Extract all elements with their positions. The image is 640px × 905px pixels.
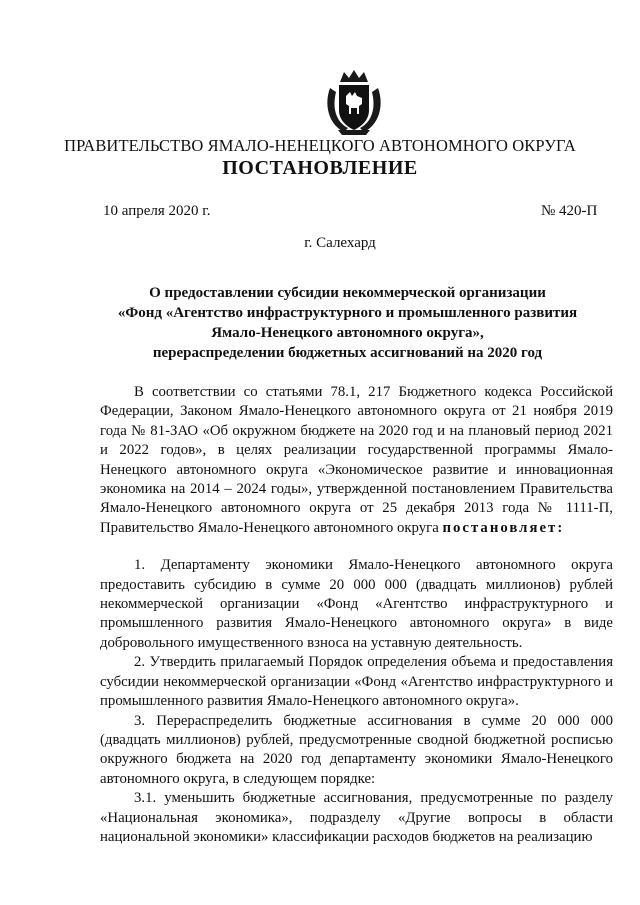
item-paragraph: 2. Утвердить прилагаемый Порядок определения объема и предоставления субсидии некоммерческой организации «Фонд «Агентство инфраструктурного и промышленного развития Ямало-Ненецкого автономного округа». (100, 654, 613, 710)
document-body (100, 383, 613, 847)
item-paragraph: 1. Департаменту экономики Ямало-Ненецкого автономного округа предоставить субсидию в сумме 20 000 000 (двадцать миллионов) рублей некоммерческой организации «Фонд «Агентство инфраструктурного и промышленного развития Ямало-Ненецкого автономного округа» в виде добровольного имущественного взноса на уставную деятельность. (100, 557, 613, 651)
subject-line: Ямало-Ненецкого автономного округа», (211, 325, 484, 341)
resolves-word: постановляет: (442, 519, 565, 536)
subject-line: О предоставлении субсидии некоммерческой организации (149, 285, 546, 301)
preamble-text: В соответствии со статьями 78.1, 217 Бюджетного кодекса Российской Федерации, Законом Ямало-Ненецкого автономного округа от 21 ноября 2019 года № 81-ЗАО «Об окружном бюджете на 2020 год и на плановый период 2021 и 2022 годов», в целях реализации государственной программы Ямало-Ненецкого автономного округа «Экономическое развитие и инновационная экономика на 2014 – 2024 годы», утвержденной постановлением Правительства Ямало-Ненецкого автономного округа от 25 декабря 2013 года № 1111-П, Правительство Ямало-Ненецкого автономного округа (100, 384, 613, 536)
item-paragraph: 3.1. уменьшить бюджетные ассигнования, предусмотренные по разделу «Национальная экономика», подразделу «Другие вопросы в области национальной экономики» классификации расходов бюджетов на реализацию (100, 790, 613, 845)
item-paragraph: 3. Перераспределить бюджетные ассигнования в сумме 20 000 000 (двадцать миллионов) рублей, предусмотренные сводной бюджетной росписью окружного бюджета на 2020 год департаменту экономики Ямало-Ненецкого автономного округа, в следующем порядке: (100, 712, 613, 787)
subject-line: «Фонд «Агентство инфраструктурного и промышленного развития (117, 305, 578, 321)
document-city: г. Салехард (304, 235, 376, 251)
document-date: 10 апреля 2020 г. (103, 203, 211, 219)
document-type-title: ПОСТАНОВЛЕНИЕ (222, 157, 418, 179)
document-subject (100, 283, 595, 363)
coat-of-arms-icon (322, 68, 386, 138)
subject-line: перераспределении бюджетных ассигнований на 2020 год (152, 345, 543, 361)
government-name: ПРАВИТЕЛЬСТВО ЯМАЛО-НЕНЕЦКОГО АВТОНОМНОГО ОКРУГА (64, 136, 576, 155)
preamble-paragraph (100, 383, 613, 538)
document-number: № 420-П (541, 203, 598, 219)
